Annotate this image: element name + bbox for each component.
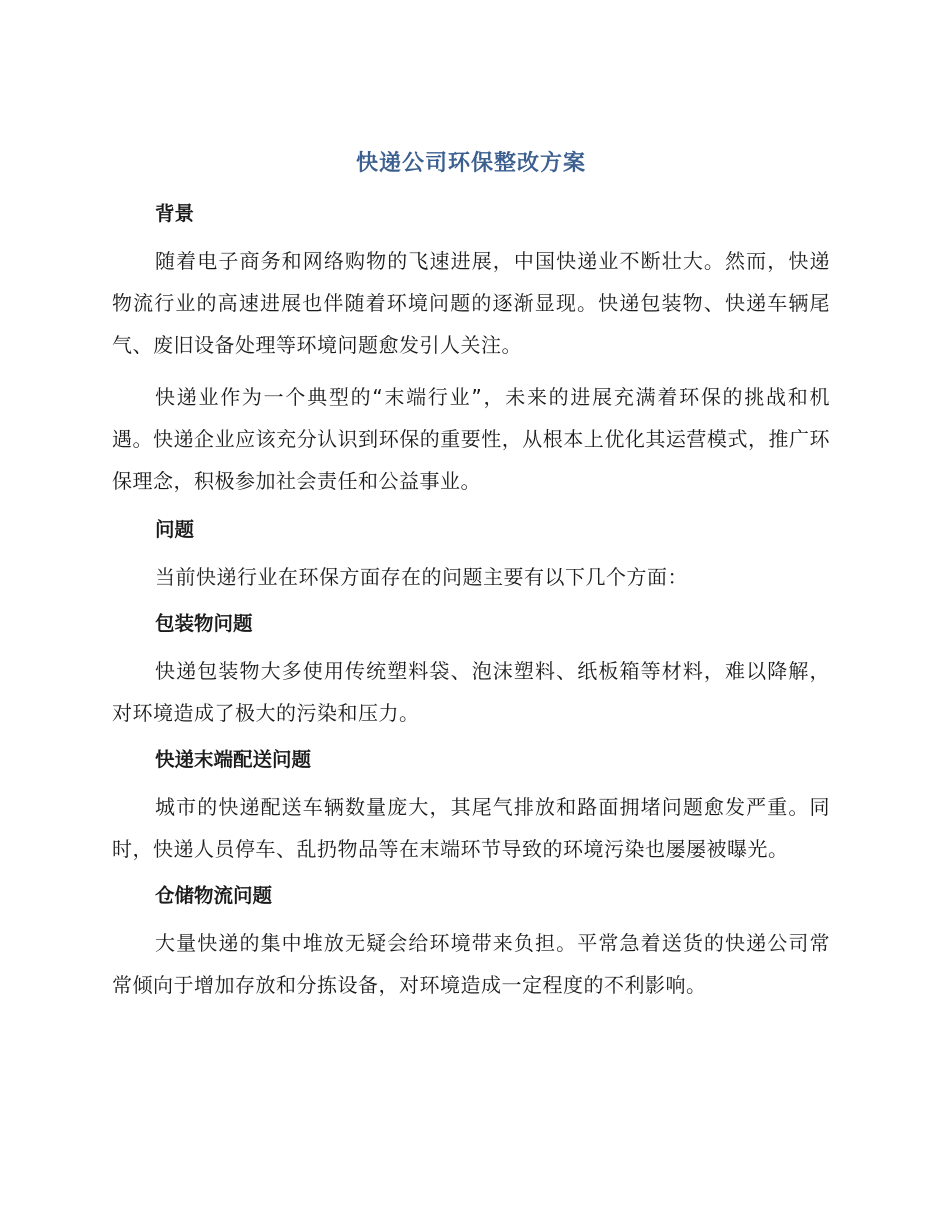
paragraph: 快递包装物大多使用传统塑料袋、泡沫塑料、纸板箱等材料，难以降解，对环境造成了极大的污染和压力。 bbox=[112, 659, 830, 725]
document-title: 快递公司环保整改方案 bbox=[355, 151, 586, 176]
paragraph: 随着电子商务和网络购物的飞速进展，中国快递业不断壮大。然而，快递物流行业的高速进展也伴随着环境问题的逐渐显现。快递包装物、快递车辆尾气、废旧设备处理等环境问题愈发引人关注。 bbox=[112, 249, 830, 357]
paragraph: 当前快递行业在环保方面存在的问题主要有以下几个方面： bbox=[155, 565, 688, 589]
paragraph: 快递业作为一个典型的“末端行业”，未来的进展充满着环保的挑战和机遇。快递企业应该充分认识到环保的重要性，从根本上优化其运营模式，推广环保理念，积极参加社会责任和公益事业。 bbox=[112, 385, 830, 493]
paragraph: 大量快递的集中堆放无疑会给环境带来负担。平常急着送货的快递公司常常倾向于增加存放和分拣设备，对环境造成一定程度的不利影响。 bbox=[112, 931, 830, 997]
section-heading-last-mile: 快递末端配送问题 bbox=[155, 748, 312, 771]
paragraph: 城市的快递配送车辆数量庞大，其尾气排放和路面拥堵问题愈发严重。同时，快递人员停车、乱扔物品等在末端环节导致的环境污染也屡屡被曝光。 bbox=[112, 795, 830, 861]
section-heading-packaging: 包装物问题 bbox=[155, 612, 253, 635]
section-heading-problems: 问题 bbox=[155, 518, 195, 541]
document-page bbox=[112, 146, 830, 1006]
section-heading-background: 背景 bbox=[155, 202, 195, 225]
section-heading-warehousing: 仓储物流问题 bbox=[155, 884, 273, 907]
